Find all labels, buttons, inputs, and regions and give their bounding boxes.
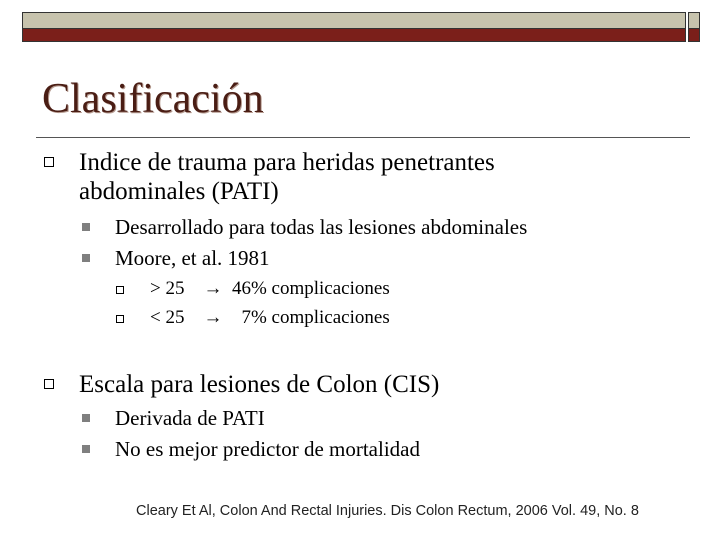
section-2-item-2: No es mejor predictor de mortalidad [115,437,420,461]
filled-square-bullet-icon [82,414,90,422]
hollow-square-bullet-icon [44,379,54,389]
section-1-heading-line-2: abdominales (PATI) [79,178,279,205]
section-1-item-2: Moore, et al. 1981 [115,246,270,270]
header-square-light [688,12,700,29]
small-hollow-square-bullet-icon [116,315,124,323]
section-1-heading-line-1: Indice de trauma para heridas penetrantes [79,149,495,176]
header-bar-light [22,12,686,29]
section-1-item-1: Desarrollado para todas las lesiones abdominales [115,215,528,239]
section-1-subitem-2: < 25 → 7% complicaciones [150,307,390,328]
hollow-square-bullet-icon [44,157,54,167]
citation: Cleary Et Al, Colon And Rectal Injuries. Dis Colon Rectum, 2006 Vol. 49, No. 8 [136,503,639,519]
slide-title: Clasificación [42,76,264,122]
filled-square-bullet-icon [82,254,90,262]
header-bar-dark [22,29,686,42]
small-hollow-square-bullet-icon [116,286,124,294]
title-divider [36,137,690,138]
header-square-dark [688,29,700,42]
section-2-item-1: Derivada de PATI [115,406,265,430]
section-2-heading: Escala para lesiones de Colon (CIS) [79,371,440,398]
filled-square-bullet-icon [82,223,90,231]
section-1-subitem-1: > 25 → 46% complicaciones [150,278,390,299]
filled-square-bullet-icon [82,445,90,453]
